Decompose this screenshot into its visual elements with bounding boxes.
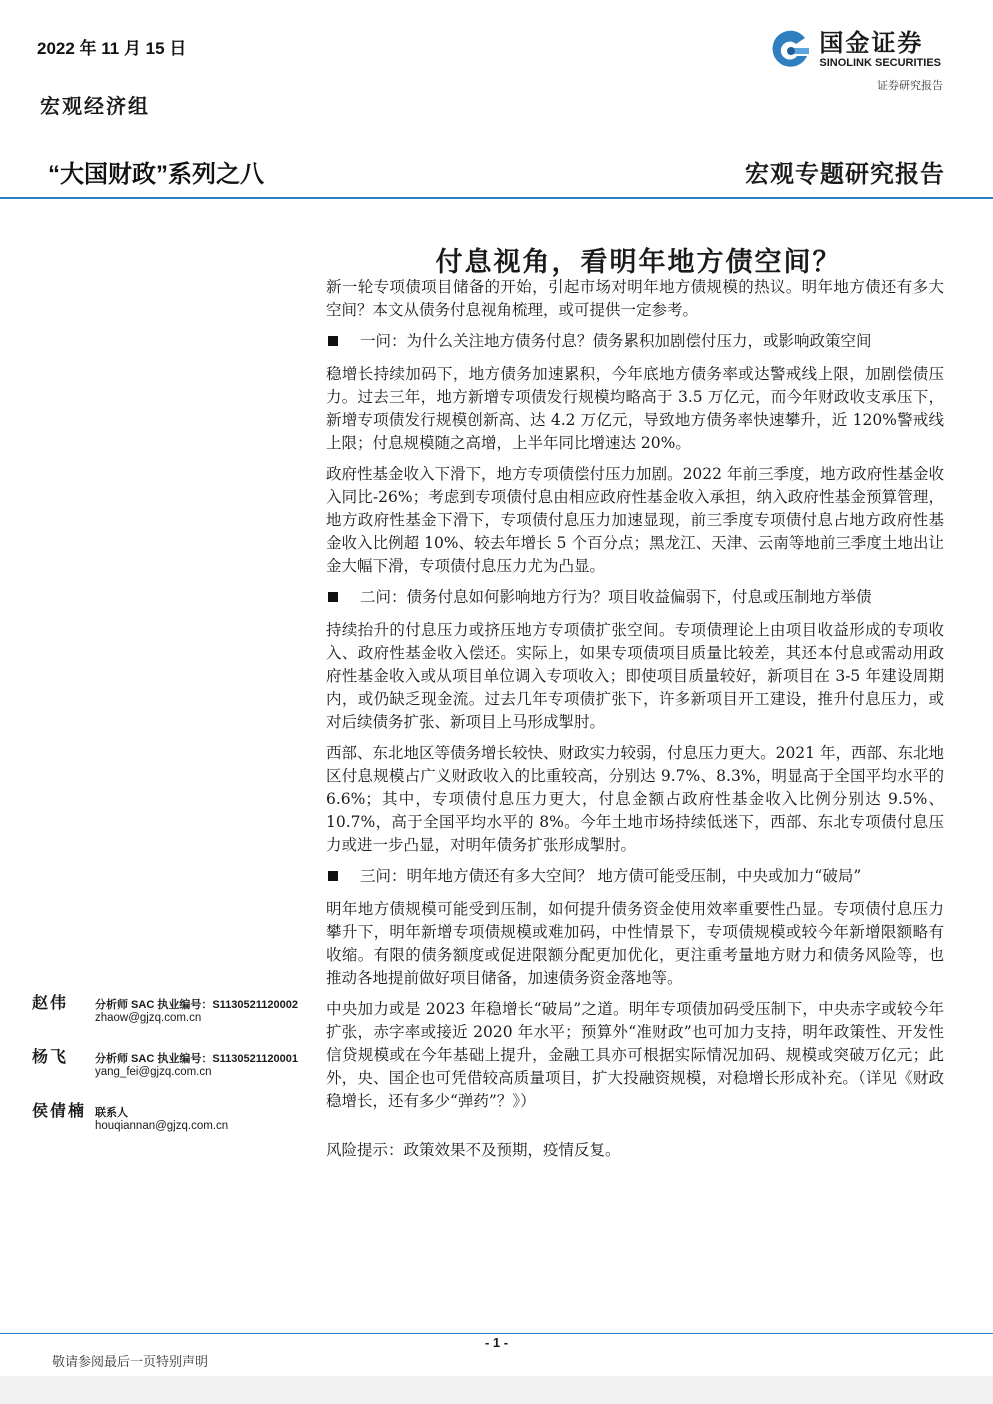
question-text: 三问：明年地方债还有多大空间？ 地方债可能受压制，中央或加力“破局” <box>360 867 862 885</box>
author-name: 杨飞 <box>32 1047 69 1066</box>
footer-band <box>0 1376 993 1404</box>
page-number: - 1 - <box>484 1335 509 1350</box>
risk-warning: 风险提示：政策效果不及预期，疫情反复。 <box>326 1141 621 1159</box>
section-question <box>326 330 944 353</box>
body-paragraph: 稳增长持续加码下，地方债务加速累积，今年底地方债务率或达警戒线上限，加剧偿债压力。过去三年，地方新增专项债发行规模均略高于 3.5 万亿元，而今年财政收支承压下，新增专项债发行规模创新高、达 4.2 万亿元，导致地方债务率快速攀升，近 120%警戒线上限；付息规模随之高增，上半年同比增速达 20%。 <box>326 365 944 452</box>
report-category: 证券研究报告 <box>877 79 943 92</box>
logo-name-cn: 国金证券 <box>819 30 924 57</box>
section-question <box>326 865 944 888</box>
author-email[interactable]: houqiannan@gjzq.com.cn <box>95 1120 229 1132</box>
author-role: 联系人 <box>95 1107 128 1119</box>
research-group: 宏观经济组 <box>40 94 150 118</box>
author-entry <box>32 1098 312 1142</box>
author-list <box>32 990 312 1152</box>
bullet-square-icon <box>328 592 338 602</box>
body-paragraph: 中央加力或是 2023 年稳增长“破局”之道。明年专项债加码受压制下，中央赤字或较今年扩张，赤字率或接近 2020 年水平；预算外“准财政”也可加力支持，明年政策性、开发性信贷规模或在今年基础上提升，金融工具亦可根据实际情况加码、规模或突破万亿元；此外，央、国企也可凭借较高质量项目，扩大投融资规模，对稳增长形成补充。（详见《财政稳增长，还有多少“弹药”？》） <box>326 1000 944 1110</box>
question-text: 二问：债务付息如何影响地方行为？项目收益偏弱下，付息或压制地方举债 <box>360 588 872 606</box>
body-paragraph: 西部、东北地区等债务增长较快、财政实力较弱，付息压力更大。2021 年，西部、东北地区付息规模占广义财政收入的比重较高，分别达 9.7%、8.3%，明显高于全国平均水平的 6.6%；其中，专项债付息压力更大，付息金额占政府性基金收入比例分别达 9.5%、10.7%，高于全国平均水平的 8%。今年土地市场持续低迷下，西部、东北专项债付息压力或进一步凸显，对明年债务扩张形成掣肘。 <box>326 744 944 854</box>
author-role: 分析师 SAC 执业编号：S1130521120001 <box>95 1053 298 1065</box>
author-email[interactable]: zhaow@gjzq.com.cn <box>95 1012 202 1024</box>
author-role: 分析师 SAC 执业编号：S1130521120002 <box>95 999 298 1011</box>
bullet-square-icon <box>328 336 338 346</box>
logo-name-en: SINOLINK SECURITIES <box>819 57 941 69</box>
report-type: 宏观专题研究报告 <box>745 159 945 188</box>
author-entry <box>32 990 312 1034</box>
intro-paragraph: 新一轮专项债项目储备的开始，引起市场对明年地方债规模的热议。明年地方债还有多大空间？本文从债务付息视角梳理，或可提供一定参考。 <box>326 278 944 319</box>
author-entry <box>32 1044 312 1088</box>
report-title: 付息视角，看明年地方债空间？ <box>435 247 842 278</box>
author-email[interactable]: yang_fei@gjzq.com.cn <box>95 1066 212 1078</box>
body-paragraph: 持续抬升的付息压力或挤压地方专项债扩张空间。专项债理论上由项目收益形成的专项收入、政府性基金收入偿还。实际上，如果专项债项目质量比较差，其还本付息或需动用政府性基金收入或从项目单位调入专项收入；即使项目质量较好，新项目在 3-5 年建设周期内，或仍缺乏现金流。过去几年专项债扩张下，许多新项目开工建设，推升付息压力，或对后续债务扩张、新项目上马形成掣肘。 <box>326 621 944 731</box>
section-question <box>326 586 944 609</box>
author-name: 侯倩楠 <box>32 1101 87 1120</box>
body-paragraph: 明年地方债规模可能受到压制，如何提升债务资金使用效率重要性凸显。专项债付息压力攀升下，明年新增专项债规模或难加码，中性情景下，专项债规模或较今年新增限额略有收缩。有限的债务额度或促进限额分配更加优化，更注重考量地方财力和债务风险等，也推动各地提前做好项目储备，加速债务资金落地等。 <box>326 900 944 987</box>
series-title: “大国财政”系列之八 <box>48 161 264 188</box>
report-date: 2022 年 11 月 15 日 <box>37 39 187 58</box>
question-text: 一问：为什么关注地方债务付息？债务累积加剧偿付压力，或影响政策空间 <box>360 332 872 350</box>
report-body <box>326 276 944 1170</box>
body-paragraph: 政府性基金收入下滑下，地方专项债偿付压力加剧。2022 年前三季度，地方政府性基金收入同比-26%；考虑到专项债付息由相应政府性基金收入承担，纳入政府性基金预算管理，地方政府性基金下滑下，专项债付息压力加速显现，前三季度专项债付息占地方政府性基金收入比例超 10%、较去年增长 5 个百分点；黑龙江、天津、云南等地前三季度土地出让金大幅下滑，专项债付息压力尤为凸显。 <box>326 465 944 575</box>
disclaimer-note: 敬请参阅最后一页特别声明 <box>52 1355 209 1370</box>
company-logo <box>771 30 941 70</box>
header-divider <box>0 197 993 199</box>
author-name: 赵伟 <box>32 993 69 1012</box>
bullet-square-icon <box>328 871 338 881</box>
logo-icon <box>771 30 811 70</box>
footer-divider <box>0 1333 993 1334</box>
